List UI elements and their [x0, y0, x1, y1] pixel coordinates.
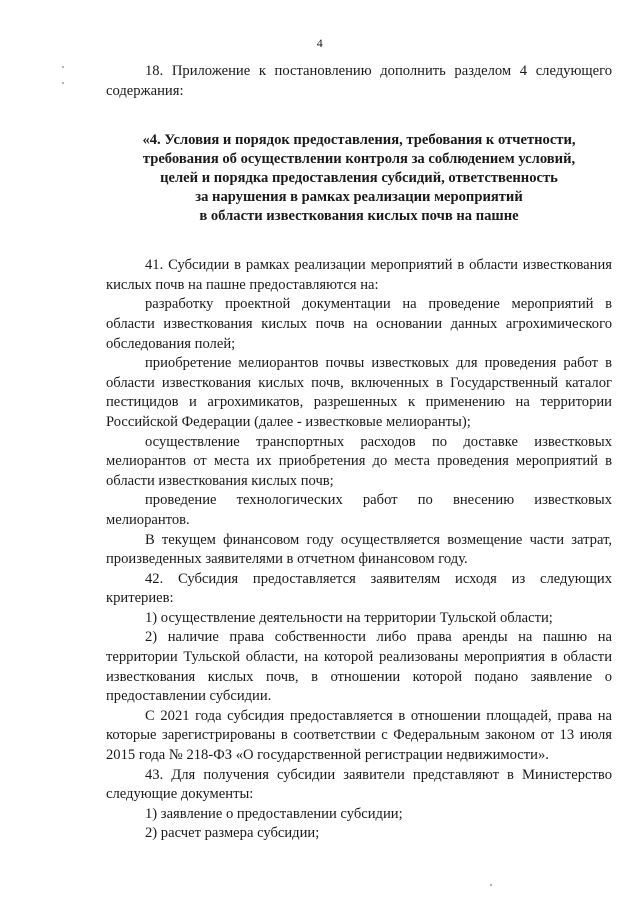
paragraph: С 2021 года субсидия предоставляется в отношении площадей, права на которые зарегистрированы в соответствии с Федеральным законом от 13 июля 2015 года № 218-ФЗ «О государственной регистрации недвижимости».	[106, 707, 612, 764]
scan-speck	[62, 66, 64, 68]
list-item: 1) осуществление деятельности на территории Тульской области;	[145, 609, 553, 626]
list-item: 2) наличие права собственности либо права аренды на пашню на территории Тульской области, на которой реализованы мероприятия в области известкования кислых почв, в отношении которой подано заявление о предоставлении субсидии.	[106, 629, 612, 705]
document-body	[106, 62, 612, 844]
section-title-line: за нарушения в рамках реализации мероприятий	[195, 189, 523, 206]
list-item: 2) расчет размера субсидии;	[145, 825, 320, 842]
list-item: приобретение мелиорантов почвы известковых для проведения работ в области известкования кислых почв, включенных в Государственный каталог пестицидов и агрохимикатов, разрешенных к применению на территории Российской Федерации (далее - известковые мелиоранты);	[106, 355, 612, 430]
section-title-line: целей и порядка предоставления субсидий, ответственность	[160, 170, 558, 187]
paragraph: В текущем финансовом году осуществляется возмещение части затрат, произведенных заявителями в отчетном финансовом году.	[106, 531, 612, 568]
paragraph-42: 42. Субсидия предоставляется заявителям исходя из следующих критериев:	[106, 570, 612, 607]
section-title-line: требования об осуществлении контроля за соблюдением условий,	[142, 151, 576, 168]
scan-speck	[62, 82, 64, 84]
list-item: разработку проектной документации на проведение мероприятий в области известкования кислых почв на основании данных агрохимического обследования полей;	[106, 296, 612, 352]
list-item: 1) заявление о предоставлении субсидии;	[145, 805, 403, 822]
page-number: 4	[316, 36, 324, 50]
paragraph-41: 41. Субсидии в рамках реализации мероприятий в области известкования кислых почв на пашне предоставляются на:	[106, 257, 612, 293]
scan-speck	[490, 884, 492, 886]
section-title-line: в области известкования кислых почв на пашне	[199, 208, 519, 225]
paragraph-43: 43. Для получения субсидии заявители представляют в Министерство следующие документы:	[106, 766, 612, 803]
section-title	[106, 131, 612, 226]
list-item: осуществление транспортных расходов по доставке известковых мелиорантов от места их приобретения до места проведения мероприятий в области известкования кислых почв;	[106, 433, 612, 489]
section-title-line: «4. Условия и порядок предоставления, требования к отчетности,	[142, 132, 576, 149]
intro-paragraph: 18. Приложение к постановлению дополнить разделом 4 следующего содержания:	[106, 63, 612, 99]
list-item: проведение технологических работ по внесению известковых мелиорантов.	[106, 492, 612, 528]
